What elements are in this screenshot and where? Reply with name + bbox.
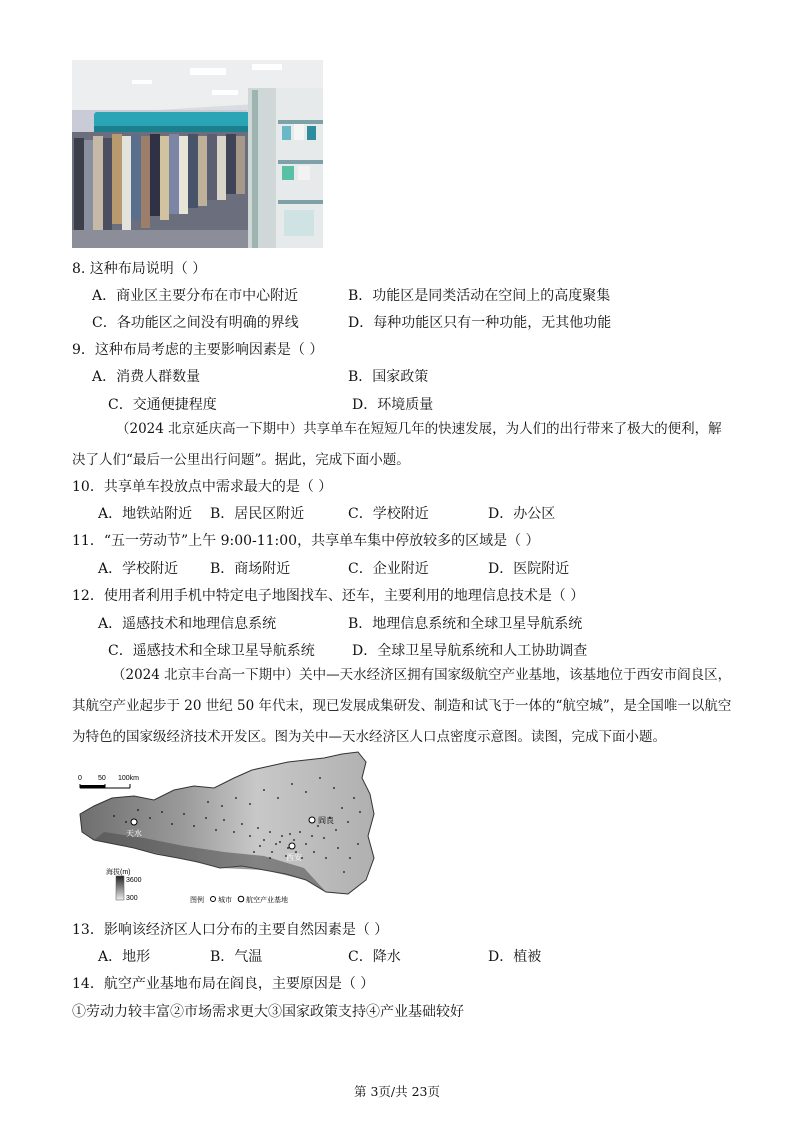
question-8-option-b: B．功能区是同类活动在空间上的高度聚集 <box>348 288 611 304</box>
question-13-stem: 13．影响该经济区人口分布的主要自然因素是（ ） <box>72 922 389 938</box>
question-8-stem: 8. 这种布局说明（ ） <box>72 261 207 277</box>
question-11-stem: 11．“五一劳动节”上午 9:00-11:00，共享单车集中停放较多的区域是（ ） <box>72 533 540 549</box>
legend-title: 图例 <box>190 897 204 904</box>
legend-city: 城市 <box>218 897 232 904</box>
legend-base: 航空产业基地 <box>246 897 288 904</box>
question-9-stem: 9．这种布局考虑的主要影响因素是（ ） <box>72 342 324 358</box>
question-11-option-a: A．学校附近 <box>98 561 179 577</box>
city-xian-marker <box>289 843 295 849</box>
question-13-option-d: D．植被 <box>488 949 542 965</box>
elevation-min: 300 <box>126 895 138 902</box>
question-12-option-d: D．全球卫星导航系统和人工协助调查 <box>352 643 588 659</box>
scale-label-100: 100km <box>118 775 140 782</box>
legend-city-icon <box>211 897 216 902</box>
question-13-option-a: A．地形 <box>98 949 151 965</box>
elevation-max: 3600 <box>126 877 142 884</box>
scale-label-50: 50 <box>98 775 106 782</box>
map-legend <box>190 895 288 904</box>
question-8-option-a: A．商业区主要分布在市中心附近 <box>92 288 299 304</box>
question-10-option-c: C．学校附近 <box>348 506 429 522</box>
question-9-option-d: D．环境质量 <box>352 397 434 413</box>
question-11-option-b: B．商场附近 <box>210 561 291 577</box>
question-11-option-c: C．企业附近 <box>348 561 429 577</box>
question-11-option-d: D．医院附近 <box>488 561 570 577</box>
elevation-legend <box>106 867 142 902</box>
question-8-option-c: C．各功能区之间没有明确的界线 <box>92 315 299 331</box>
question-14-items: ①劳动力较丰富②市场需求更大③国家政策支持④产业基础较好 <box>72 1004 464 1020</box>
question-12-option-c: C．遥感技术和全球卫星导航系统 <box>108 643 315 659</box>
passage-shared-bikes: （2024 北京延庆高一下期中）共享单车在短短几年的快速发展，为人们的出行带来了极大的便利，解决了人们“最后一公里出行问题”。据此，完成下面小题。 <box>72 421 722 468</box>
question-10-option-b: B．居民区附近 <box>210 506 305 522</box>
question-12-stem: 12．使用者利用手机中特定电子地图找车、还车，主要利用的地理信息技术是（ ） <box>72 588 585 604</box>
city-label-xian: 西安 <box>286 853 302 862</box>
passage-guanzhong-tianshui: （2024 北京丰台高一下期中）关中—天水经济区拥有国家级航空产业基地，该基地位于西安市阎良区，其航空产业起步于 20 世纪 50 年代末，现已发展成集研发、制造和试飞于一体的“航空城”，是全国唯一以航空为特色的国家级经济技术开发区。图为关中—天水经济区人口点密度示意图。读图，完成下面小题。 <box>72 667 732 745</box>
question-14-stem: 14．航空产业基地布局在阎良，主要原因是（ ） <box>72 976 375 992</box>
question-9-option-b: B．国家政策 <box>348 369 429 385</box>
page-footer: 第 3页/共 23页 <box>353 1084 441 1099</box>
city-tianshui-marker <box>131 819 137 825</box>
aviation-base-yanliang-marker <box>309 817 315 823</box>
elevation-title: 海拔(m) <box>106 869 131 876</box>
question-12-option-a: A．遥感技术和地理信息系统 <box>98 616 277 632</box>
legend-base-icon <box>238 896 244 902</box>
dry-cleaning-shop-photo <box>72 60 323 248</box>
scale-label-0: 0 <box>78 775 82 782</box>
question-9-option-a: A．消费人群数量 <box>92 369 201 385</box>
city-label-yanliang: 阎良 <box>318 816 334 825</box>
city-label-tianshui: 天水 <box>126 829 142 838</box>
question-13-option-c: C．降水 <box>348 949 401 965</box>
question-9-option-c: C．交通便捷程度 <box>108 397 217 413</box>
map-scale-bar <box>78 775 139 788</box>
question-8-option-d: D．每种功能区只有一种功能，无其他功能 <box>348 315 612 331</box>
question-13-option-b: B．气温 <box>210 949 263 965</box>
question-10-option-a: A．地铁站附近 <box>98 506 193 522</box>
question-12-option-b: B．地理信息系统和全球卫星导航系统 <box>348 616 583 632</box>
population-density-map <box>74 748 380 906</box>
question-10-option-d: D．办公区 <box>488 506 556 522</box>
question-10-stem: 10．共享单车投放点中需求最大的是（ ） <box>72 479 333 495</box>
